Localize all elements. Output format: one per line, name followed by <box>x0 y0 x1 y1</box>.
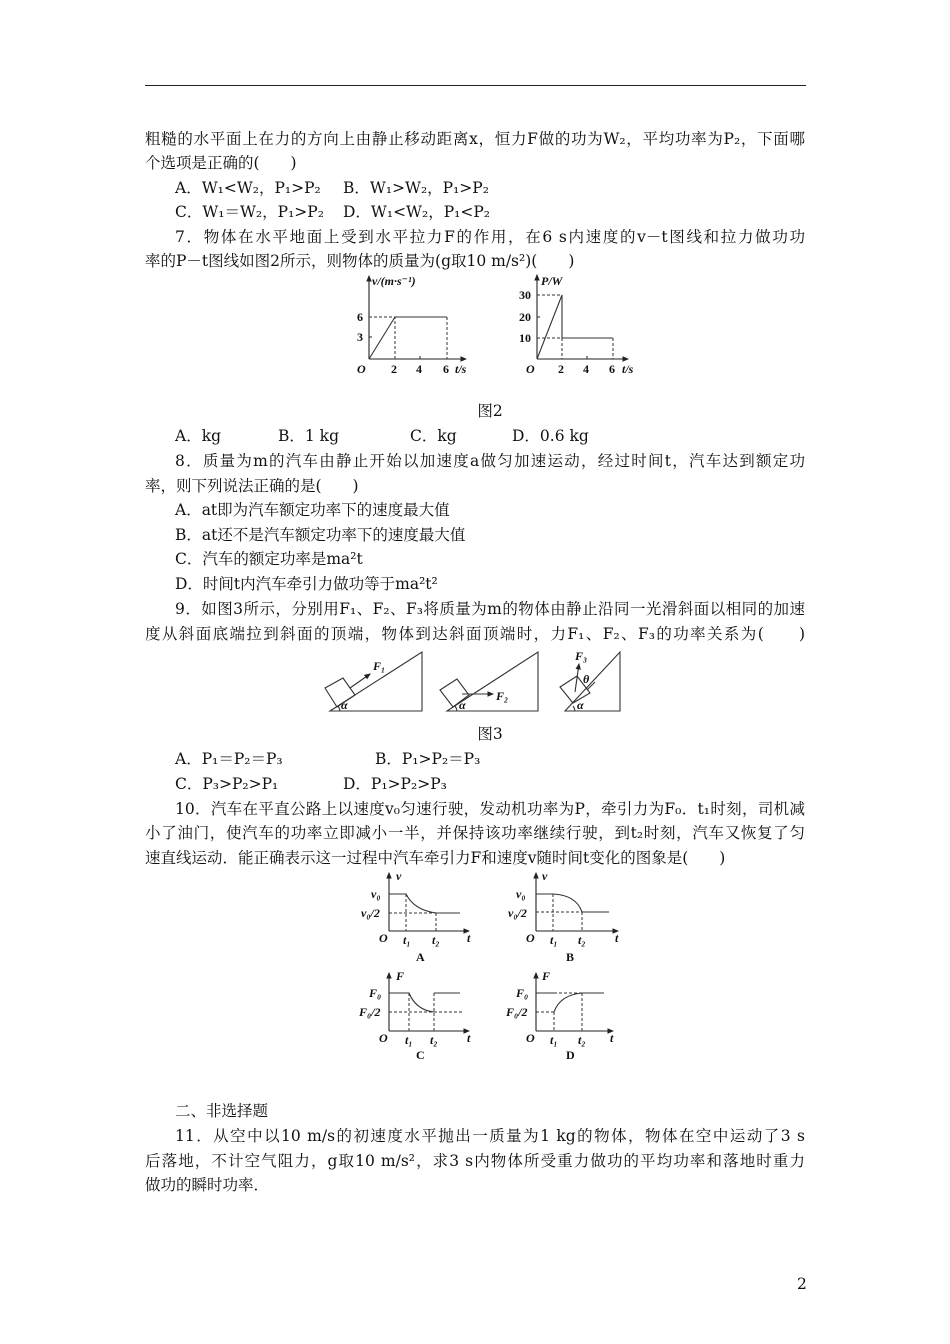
q10-text: 10．汽车在平直公路上以速度v₀匀速行驶，发动机功率为P，牵引力为F₀．t₁时刻，司机减 <box>175 800 805 818</box>
f0-label: F₀ <box>369 986 382 1000</box>
q9-option-c: C．P₃>P₂>P₁ <box>175 775 279 793</box>
alpha-label: α <box>459 698 466 712</box>
q6-option-d: D．W₁<W₂，P₁<P₂ <box>343 203 490 221</box>
f2-label: F₂ <box>496 689 509 703</box>
q8-option-b: B．at还不是汽车额定功率下的速度最大值 <box>175 526 466 544</box>
figure-2-caption: 图2 <box>477 402 503 420</box>
q7-option-d: D．0.6 kg <box>512 427 589 445</box>
axis-label: F <box>542 969 551 983</box>
t2-label: t₂ <box>578 1033 586 1047</box>
t1-label: t₁ <box>550 1033 558 1047</box>
graph-label: B <box>566 950 575 964</box>
q6-text: 粗糙的水平面上在力的方向上由静止移动距离x，恒力F做的功为W₂，平均功率为P₂，下面哪 <box>145 130 805 148</box>
tick: 3 <box>357 330 363 344</box>
graph-a <box>361 869 471 964</box>
tick: 2 <box>558 362 564 376</box>
q11-text: 后落地，不计空气阻力，g取10 m/s²，求3 s内物体所受重力做功的平均功率和落地时重力 <box>145 1152 805 1170</box>
origin: O <box>526 931 535 945</box>
tick: 30 <box>519 288 531 302</box>
tick: 20 <box>519 310 531 324</box>
q8-option-c: C．汽车的额定功率是ma²t <box>175 550 363 568</box>
q9-option-b: B．P₁>P₂＝P₃ <box>375 750 481 768</box>
q8-text: 率，则下列说法正确的是( ) <box>145 477 359 495</box>
y-label: P/W <box>541 274 563 288</box>
pt-graph <box>519 274 634 376</box>
origin: O <box>379 931 388 945</box>
section-heading: 二、非选择题 <box>175 1102 269 1120</box>
axis-label: v <box>396 869 402 883</box>
tick: 6 <box>609 362 615 376</box>
origin: O <box>379 1031 388 1045</box>
q9-option-d: D．P₁>P₂>P₃ <box>343 775 447 793</box>
theta-label: θ <box>583 672 590 686</box>
alpha-label: α <box>577 698 584 712</box>
q7-option-a: A．kg <box>175 427 222 445</box>
q8-option-a: A．at即为汽车额定功率下的速度最大值 <box>175 501 450 519</box>
t1-label: t₁ <box>550 933 558 947</box>
tick: 4 <box>416 362 422 376</box>
v0-label: v₀ <box>516 887 526 901</box>
q9-text: 9．如图3所示，分别用F₁、F₂、F₃将质量为m的物体由静止沿同一光滑斜面以相同的加速 <box>175 600 805 618</box>
f1-label: F₁ <box>373 659 386 673</box>
q6-text: 个选项是正确的( ) <box>145 154 297 172</box>
x-label: t/s <box>622 362 634 376</box>
q11-text: 11．从空中以10 m/s的初速度水平抛出一质量为1 kg的物体，物体在空中运动了3 s <box>175 1127 805 1145</box>
axis-label: t <box>610 1031 614 1045</box>
q7-option-b: B．1 kg <box>278 427 339 445</box>
tick: 10 <box>519 331 531 345</box>
vt-graph <box>357 274 467 376</box>
axis-label: t <box>467 1031 471 1045</box>
q6-option-c: C．W₁＝W₂，P₁>P₂ <box>175 203 324 221</box>
v0-label: v₀ <box>371 887 381 901</box>
q6-option-a: A．W₁<W₂，P₁>P₂ <box>175 179 321 197</box>
f0-half-label: F₀/2 <box>359 1005 381 1019</box>
axis-label: F <box>396 969 405 983</box>
axis-label: t <box>615 931 619 945</box>
f0-half-label: F₀/2 <box>506 1005 528 1019</box>
axis-label: v <box>542 869 548 883</box>
q10-text: 小了油门，使汽车的功率立即减小一半，并保持该功率继续行驶，到t₂时刻，汽车又恢复了匀 <box>145 824 805 842</box>
pt-line <box>537 295 613 359</box>
incline-3 <box>560 649 620 712</box>
q6-option-b: B．W₁>W₂，P₁>P₂ <box>343 179 489 197</box>
y-label: v/(m·s⁻¹) <box>372 274 416 288</box>
v0-half-label: v₀/2 <box>361 906 380 920</box>
graph-b <box>508 869 619 964</box>
figure-3-caption: 图3 <box>477 725 503 743</box>
t2-label: t₂ <box>430 1033 438 1047</box>
t2-label: t₂ <box>578 933 586 947</box>
v0-half-label: v₀/2 <box>508 906 527 920</box>
graph-c <box>358 969 471 1062</box>
vt-line <box>369 317 447 359</box>
t2-label: t₂ <box>432 933 440 947</box>
q10-text: 速直线运动．能正确表示这一过程中汽车牵引力F和速度v随时间t变化的图象是( ) <box>145 849 726 867</box>
q8-text: 8．质量为m的汽车由静止开始以加速度a做匀加速运动，经过时间t，汽车达到额定功 <box>175 452 805 470</box>
t1-label: t₁ <box>403 933 411 947</box>
incline-2 <box>440 652 538 712</box>
origin: O <box>357 362 366 376</box>
q7-text: 7．物体在水平地面上受到水平拉力F的作用，在6 s内速度的v－t图线和拉力做功功 <box>175 228 805 246</box>
q7-text: 率的P－t图线如图2所示，则物体的质量为(g取10 m/s²)( ) <box>145 252 575 270</box>
graph-d <box>505 969 614 1062</box>
tick: 6 <box>357 310 363 324</box>
tick: 2 <box>391 362 397 376</box>
f0-label: F₀ <box>516 986 529 1000</box>
t1-label: t₁ <box>405 1033 413 1047</box>
axis-label: t <box>467 931 471 945</box>
q9-option-a: A．P₁＝P₂＝P₃ <box>175 750 283 768</box>
graph-label: D <box>566 1048 575 1062</box>
tick: 4 <box>583 362 589 376</box>
alpha-label: α <box>341 698 348 712</box>
tick: 6 <box>443 362 449 376</box>
q8-option-d: D．时间t内汽车牵引力做功等于ma²t² <box>175 575 438 593</box>
q9-text: 度从斜面底端拉到斜面的顶端，物体到达斜面顶端时，力F₁、F₂、F₃的功率关系为( ) <box>145 625 805 643</box>
incline-1 <box>325 652 422 712</box>
origin: O <box>526 1031 535 1045</box>
q7-option-c: C．kg <box>410 427 457 445</box>
graph-label: A <box>416 950 425 964</box>
q11-text: 做功的瞬时功率． <box>145 1176 270 1194</box>
graph-label: C <box>416 1048 425 1062</box>
x-label: t/s <box>455 362 467 376</box>
f3-label: F₃ <box>575 649 588 663</box>
page-number: 2 <box>797 1275 807 1293</box>
guide-lines <box>369 317 447 359</box>
origin: O <box>526 362 535 376</box>
